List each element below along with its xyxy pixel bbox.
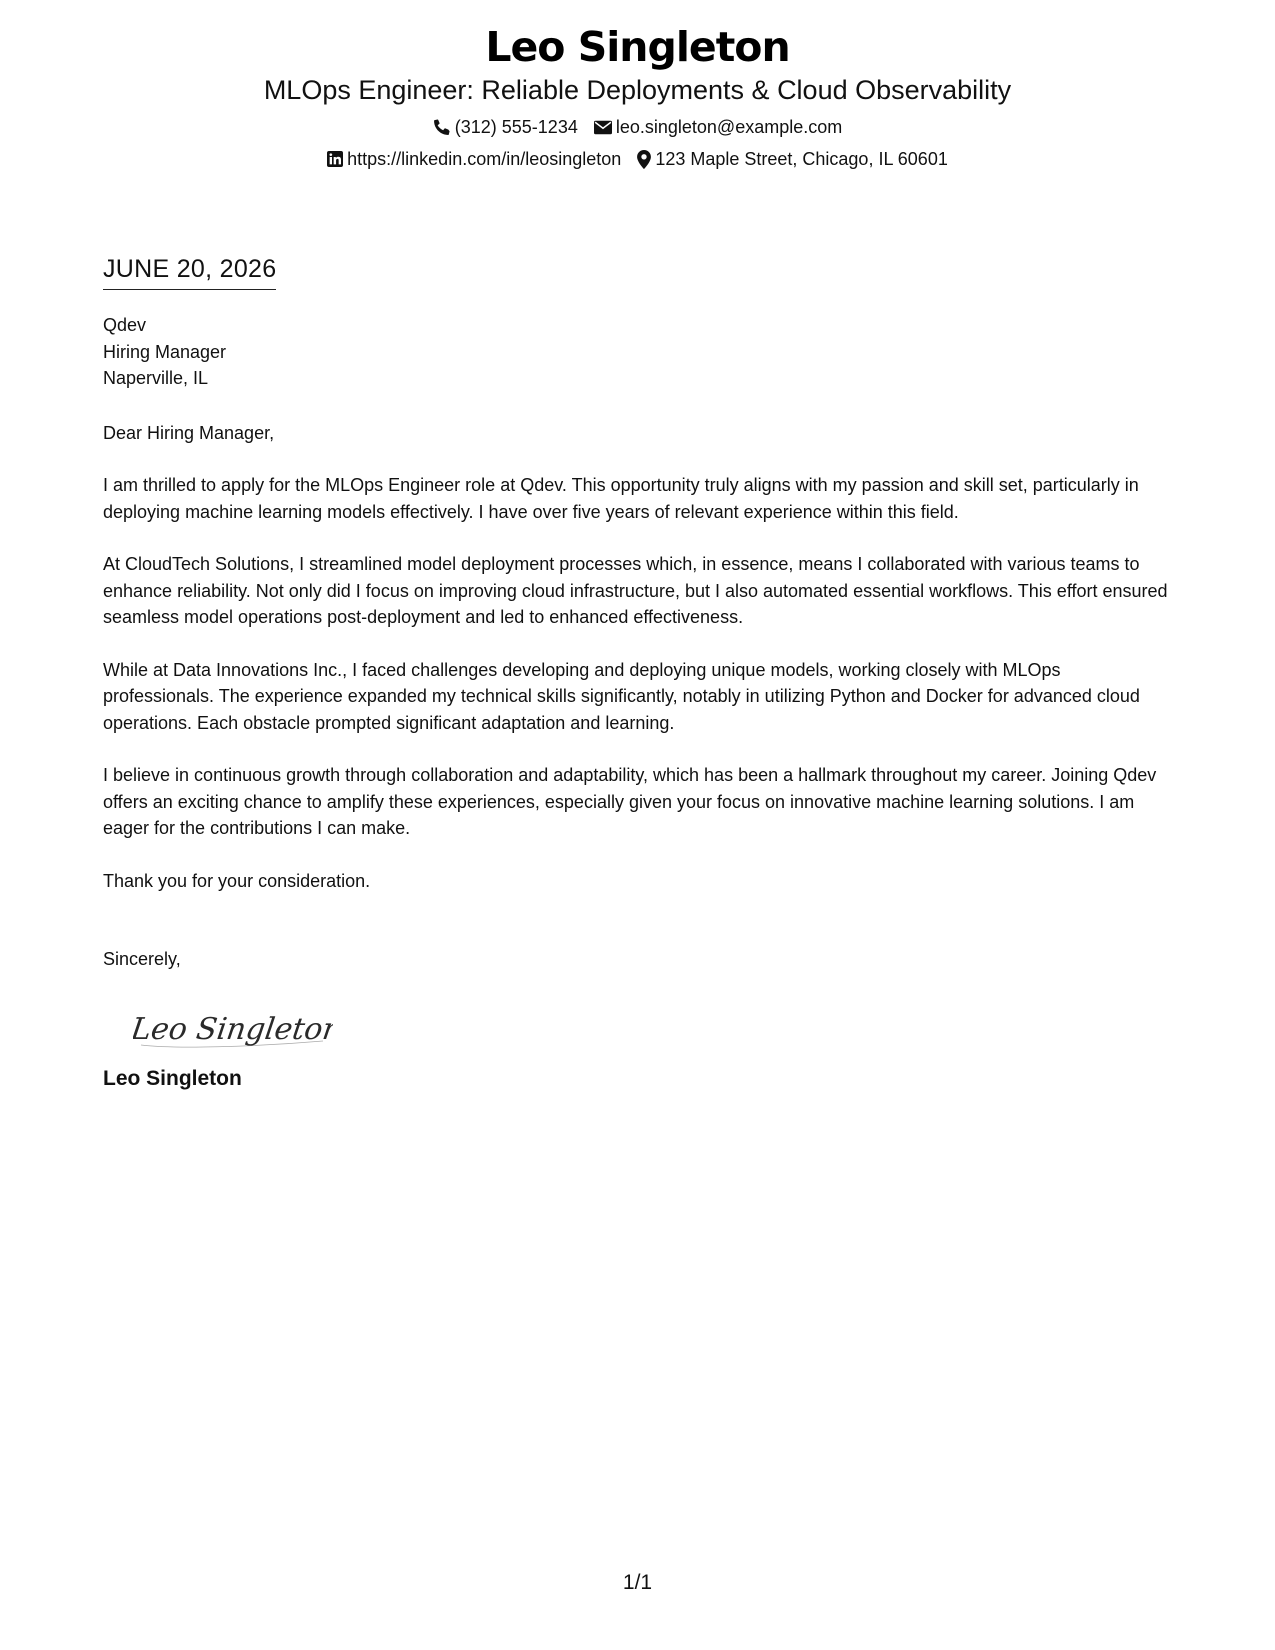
letter-header [0,22,1275,171]
email-icon [594,120,612,135]
contact-email [594,115,842,139]
closing-line: Thank you for your consideration. [103,870,371,891]
letter-date: JUNE 20, 2026 [103,253,276,290]
contact-linkedin [327,147,621,171]
page-number: 1/1 [622,1571,653,1594]
recipient-title: Hiring Manager [103,341,227,362]
svg-text:Leo Singleton: Leo Singleton [133,1011,333,1047]
linkedin-icon [327,151,343,167]
signed-name: Leo Singleton [103,1066,242,1090]
street-address: 123 Maple Street, Chicago, IL 60601 [655,149,948,169]
contact-phone [433,115,578,139]
recipient-company: Qdev [103,315,147,335]
recipient-block [103,312,1173,392]
phone-number: (312) 555-1234 [454,117,578,137]
contact-address [637,147,948,171]
signature-graphic [133,1003,333,1055]
body-paragraph: At CloudTech Solutions, I streamlined model deployment processes which, in essence, means I collaborated with various teams to enhance reliability. Not only did I focus on improving cloud infrastructure, but I also automated essential workflows. This effort ensured seamless model operations post-deployment and led to enhanced effectiveness. [103,554,1168,627]
linkedin-url[interactable]: https://linkedin.com/in/leosingleton [347,149,622,169]
body-paragraph: I am thrilled to apply for the MLOps Engineer role at Qdev. This opportunity truly aligns with my passion and skill set, particularly in deploying machine learning models effectively. I have over five years of relevant experience within this field. [103,475,1139,522]
phone-icon [433,118,451,136]
body-paragraph: While at Data Innovations Inc., I faced challenges developing and deploying unique models, working closely with MLOps professionals. The experience expanded my technical skills significantly, notably in utilizing Python and Docker for advanced cloud operations. Each obstacle prompted significant adaptation and learning. [103,659,1140,733]
location-icon [637,150,651,169]
email-address[interactable]: leo.singleton@example.com [615,117,843,137]
applicant-tagline: MLOps Engineer: Reliable Deployments & Cloud Observability [263,75,1012,105]
handwritten-signature [133,1003,333,1055]
letter-body [103,253,1173,1093]
applicant-name: Leo Singleton [485,23,790,71]
recipient-location: Naperville, IL [103,368,209,388]
contact-row-primary [0,115,1275,139]
body-paragraph: I believe in continuous growth through collaboration and adaptability, which has been a hallmark throughout my career. Joining Qdev offers an exciting chance to amplify these experiences, especially given your focus on innovative machine learning solutions. I am eager for the contributions I can make. [103,765,1157,838]
contact-row-secondary [0,147,1275,171]
salutation: Dear Hiring Manager, [103,422,275,443]
signoff: Sincerely, [103,949,181,969]
